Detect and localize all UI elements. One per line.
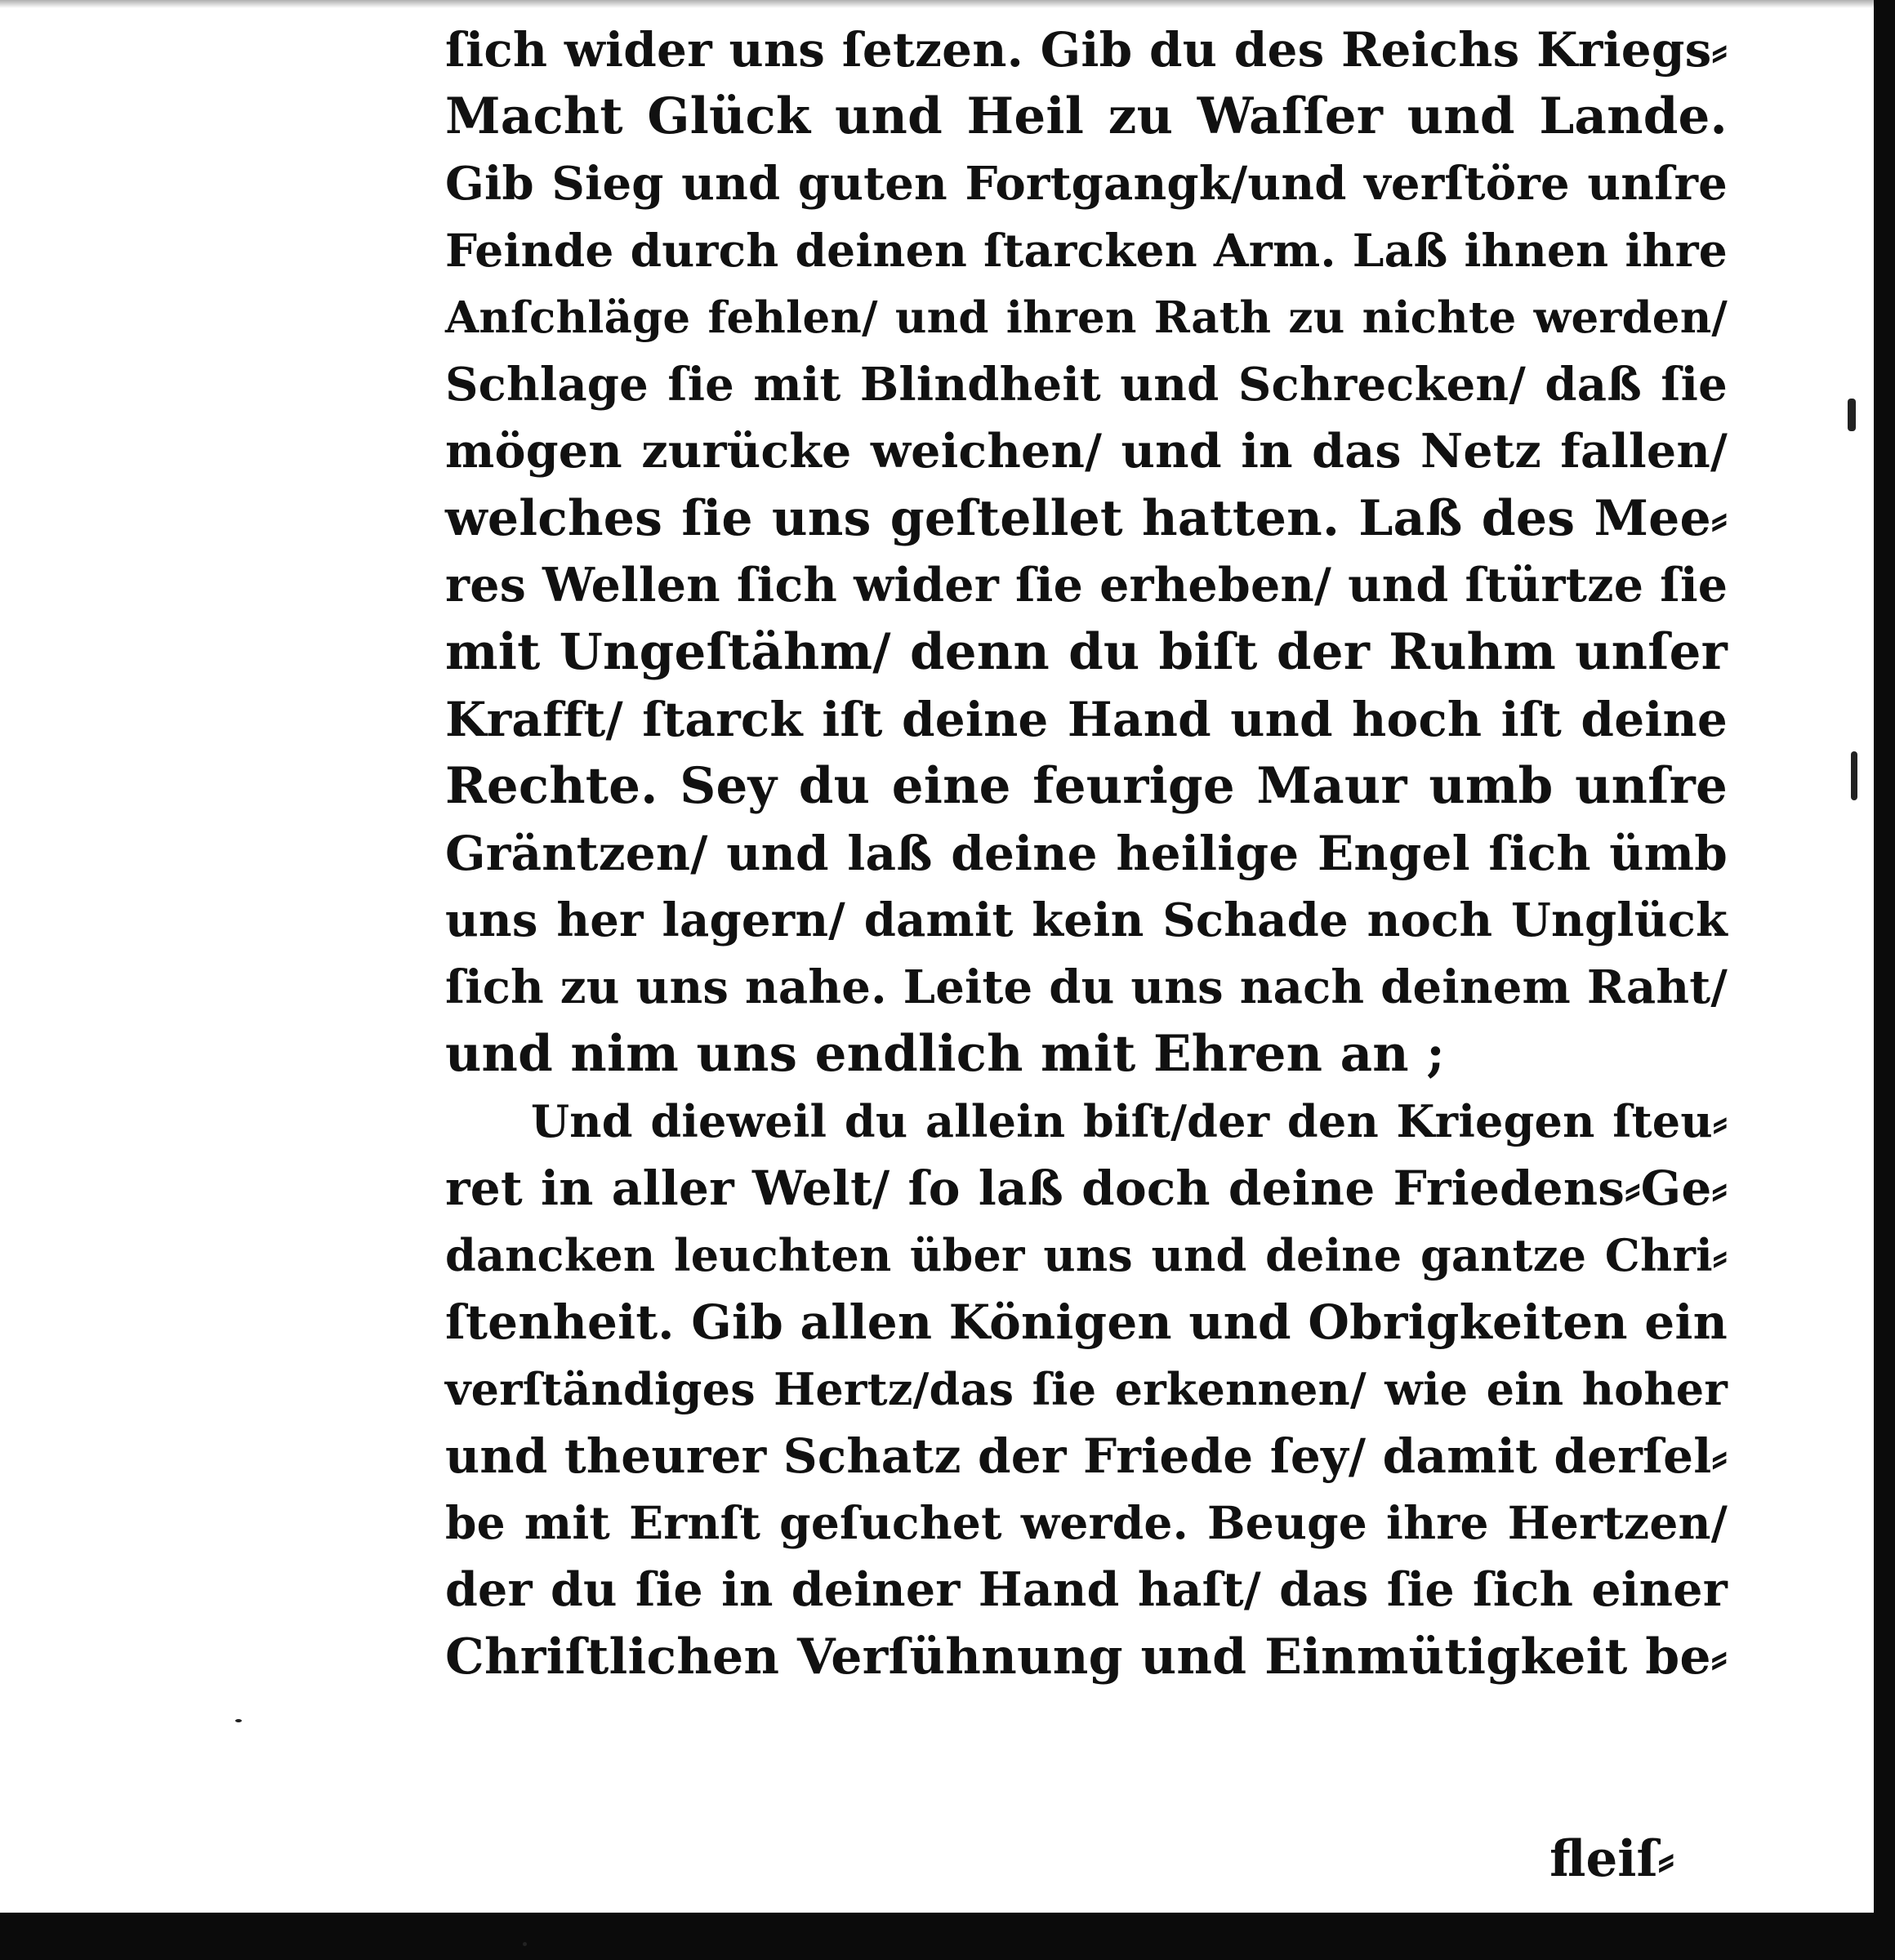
text-line: Gib Sieg und guten Fortgangk/und verſtöre unſre (445, 157, 1728, 211)
scan-right-edge (1874, 0, 1895, 1960)
text-line: res Wellen ſich wider ſie erheben/ und ſtürtze ſie (445, 558, 1728, 612)
text-line: Anſchläge fehlen/ und ihren Rath zu nichte werden/ (445, 292, 1728, 343)
text-line: Gräntzen/ und laß deine heilige Engel ſich ümb (445, 826, 1728, 881)
scan-bottom-edge (0, 1913, 1895, 1960)
text-line: Feinde durch deinen ſtarcken Arm. Laß ihnen ihre (445, 224, 1728, 277)
text-line: Schlage ſie mit Blindheit und Schrecken/ daß ſie (445, 358, 1728, 412)
text-line: Chriſtlichen Verſühnung und Einmütigkeit be⸗ (445, 1628, 1728, 1686)
catchword: fleiſ⸗ (1549, 1830, 1674, 1888)
body-text (445, 16, 1728, 1690)
text-line: mit Ungeſtähm/ denn du biſt der Ruhm unſer (445, 623, 1728, 681)
text-line: und nim uns endlich mit Ehren an ; (445, 1025, 1446, 1083)
text-line: welches ſie uns geſtellet hatten. Laß des Mee⸗ (445, 490, 1728, 547)
text-line: der du ſie in deiner Hand haſt/ das ſie ſich einer (445, 1562, 1728, 1617)
text-line: verſtändiges Hertz/das ſie erkennen/ wie ein hoher (445, 1363, 1728, 1415)
text-line: ret in aller Welt/ ſo laß doch deine Friedens⸗Ge⸗ (445, 1160, 1728, 1216)
text-line: ſich wider uns ſetzen. Gib du des Reichs Kriegs⸗ (445, 22, 1728, 78)
text-line: uns her lagern/ damit kein Schade noch Unglück (445, 893, 1728, 947)
text-line: ſtenheit. Gib allen Königen und Obrigkeiten ein (445, 1294, 1728, 1350)
text-line: be mit Ernſt geſuchet werde. Beuge ihre Hertzen/ (445, 1496, 1728, 1549)
text-line: Krafft/ ſtarck iſt deine Hand und hoch iſt deine (445, 692, 1728, 747)
text-line: ſich zu uns nahe. Leite du uns nach deinem Raht/ (445, 960, 1728, 1014)
text-line: dancken leuchten über uns und deine gantze Chri⸗ (445, 1229, 1728, 1281)
text-line: mögen zurücke weichen/ und in das Netz fallen/ (445, 424, 1728, 479)
scan-top-edge (0, 0, 1895, 8)
paragraph-start-line: Und dieweil du allein biſt/der den Kriegen ſteu⸗ (531, 1095, 1728, 1147)
text-line: Macht Glück und Heil zu Waſſer und Lande. (445, 87, 1728, 145)
text-line: und theurer Schatz der Friede ſey/ damit derſel⸗ (445, 1428, 1728, 1484)
text-line: Rechte. Sey du eine feurige Maur umb unſre (445, 757, 1728, 815)
